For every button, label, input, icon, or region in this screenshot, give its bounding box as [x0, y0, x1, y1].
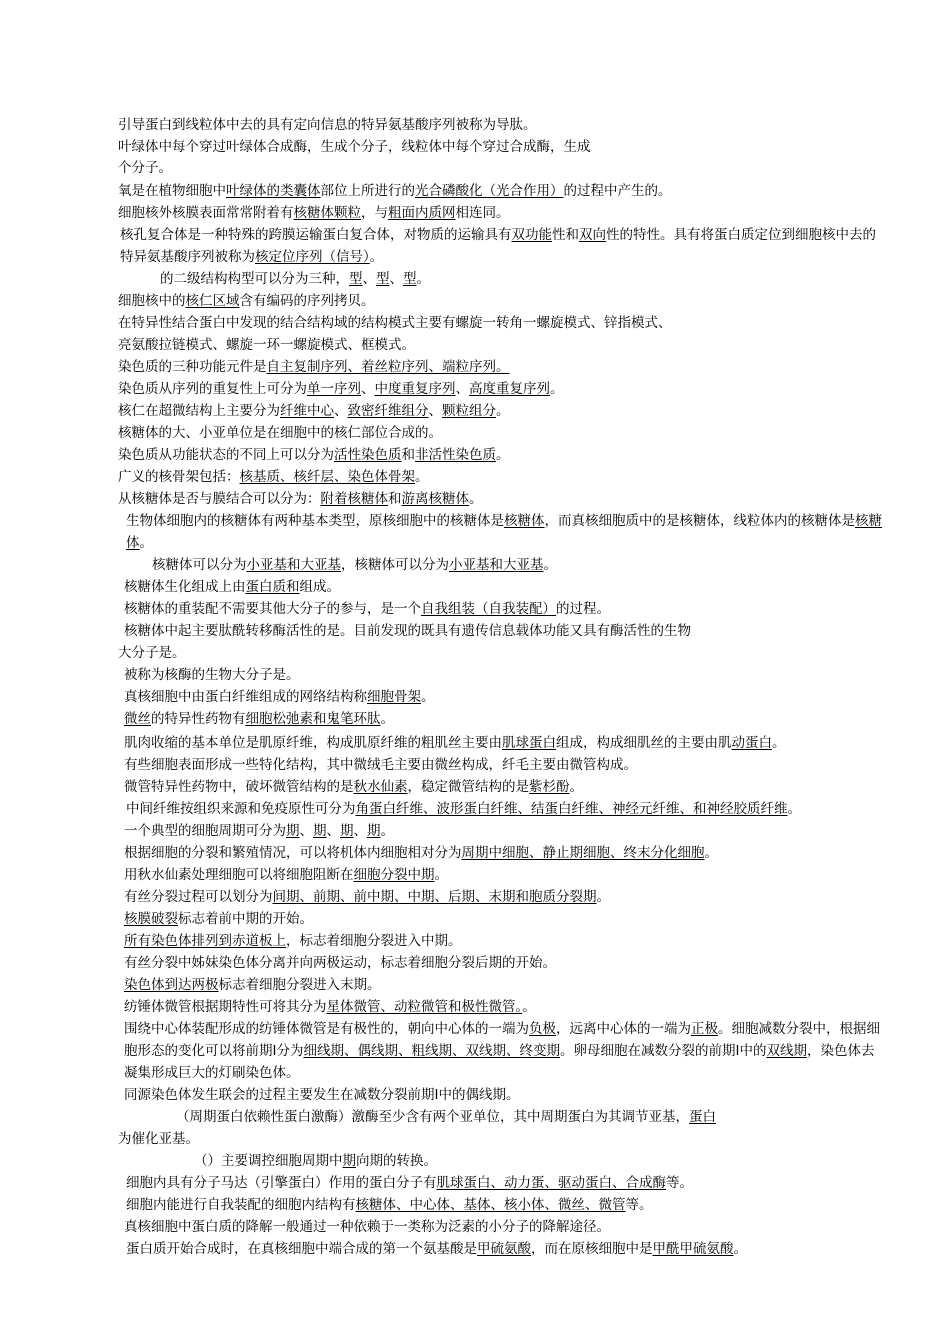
underlined-answer: 核基质、核纤层、染色体骨架: [239, 469, 415, 485]
text-segment: 细胞核外核膜表面常常附着有: [118, 205, 294, 221]
underlined-answer: 非活性染色质: [415, 447, 496, 463]
text-segment: 有些细胞表面形成一些特化结构，其中微绒毛主要由微丝构成，纤毛主要由微管构成。: [124, 757, 637, 773]
text-segment: ，稳定微管结构的是: [407, 779, 529, 795]
text-segment: 细胞内具有分子马达（引擎蛋白）作用的蛋白分子有: [126, 1175, 437, 1191]
text-segment: 、: [334, 403, 348, 419]
underlined-answer: 期: [286, 823, 300, 839]
text-line: [118, 930, 890, 952]
underlined-answer: 单一序列: [307, 381, 361, 397]
text-segment: 细胞内能进行自我装配的细胞内结构有: [126, 1197, 356, 1213]
text-segment: 性和: [552, 227, 579, 243]
underlined-answer: 秋水仙素: [353, 779, 408, 795]
text-segment: 微管特异性药物中，破坏微管结构的是: [124, 779, 354, 795]
text-line: [118, 202, 884, 224]
text-line: [118, 842, 890, 864]
text-line: [118, 400, 884, 422]
text-segment: 。: [434, 867, 448, 883]
underlined-answer: 小亚基和大亚基: [449, 557, 544, 573]
underlined-answer: 核定位序列（信号）: [255, 249, 370, 265]
text-segment: 亮氨酸拉链模式、螺旋一环一螺旋模式、框模式。: [118, 337, 415, 353]
text-segment: 在特异性结合蛋白中发现的结合结构域的结构模式主要有螺旋一转角一螺旋模式、锌指模式、: [118, 315, 672, 331]
underlined-answer: 动蛋白: [731, 735, 772, 751]
underlined-answer: 双向: [579, 227, 606, 243]
text-line: [118, 864, 890, 886]
underlined-answer: 细线期、偶线期、粗线期、双线期、终变期: [303, 1043, 560, 1059]
text-segment: 的过程。: [556, 601, 610, 617]
underlined-answer: 间期、前期、前中期、中期、后期、末期和胞质分裂期: [272, 889, 597, 905]
text-line: [118, 1084, 890, 1106]
text-segment: 、: [326, 823, 340, 839]
text-segment: 。卵母细胞在减数分裂的前期Ⅰ中的: [559, 1043, 767, 1059]
text-line: [118, 1128, 884, 1150]
text-segment: ，远离中心体的一端为: [556, 1021, 691, 1037]
text-segment: 、: [353, 823, 367, 839]
text-line: [118, 1150, 950, 1172]
underlined-answer: 自主复制序列、着丝粒序列、端粒序列。: [266, 359, 510, 375]
text-segment: 真核细胞中由蛋白纤维组成的网络结构称: [124, 689, 367, 705]
text-segment: 、: [428, 403, 442, 419]
text-line: [118, 488, 884, 510]
text-segment: 。: [421, 689, 435, 705]
text-segment: 组成。: [299, 579, 340, 595]
text-segment: 核孔复合体是一种特殊的跨膜运输蛋白复合体，对物质的运输具有: [120, 227, 512, 243]
underlined-answer: 核糖体: [504, 513, 545, 529]
underlined-answer: 期: [342, 1153, 356, 1169]
underlined-answer: 纤维中心: [280, 403, 334, 419]
text-segment: 。: [496, 403, 510, 419]
text-segment: 用秋水仙素处理细胞可以将细胞阻断在: [124, 867, 354, 883]
text-segment: 。细胞减数分裂中，根据细胞形态的变化可以将前期Ⅰ分为: [124, 1021, 880, 1059]
underlined-answer: 双线期: [766, 1043, 807, 1059]
text-segment: 。: [569, 779, 583, 795]
text-segment: 核仁在超微结构上主要分为: [118, 403, 280, 419]
text-line: [118, 776, 890, 798]
text-line: [118, 1106, 942, 1128]
underlined-answer: 角蛋白纤维、波形蛋白纤维、结蛋白纤维、神经元纤维、和神经胶质纤维: [355, 801, 788, 817]
underlined-answer: 核膜破裂: [124, 911, 178, 927]
text-line: [118, 708, 890, 730]
text-segment: 部位上所进行的: [320, 183, 415, 199]
text-segment: ，与: [361, 205, 388, 221]
text-segment: 组成，构成细肌丝的主要由肌: [556, 735, 732, 751]
text-segment: 。: [550, 381, 564, 397]
text-line: [118, 996, 890, 1018]
underlined-answer: 双功能: [511, 227, 552, 243]
underlined-answer: 周期中细胞、静止期细胞、终末分化细胞: [461, 845, 705, 861]
underlined-answer: 细胞骨架: [367, 689, 421, 705]
text-line: [118, 290, 884, 312]
underlined-answer: 型: [376, 271, 390, 287]
text-line: [118, 312, 884, 334]
underlined-answer: 附着核糖体: [320, 491, 388, 507]
underlined-answer: 染色体到达两极: [124, 977, 219, 993]
text-segment: 、: [362, 271, 376, 287]
text-segment: 。: [139, 535, 153, 551]
text-segment: 。: [469, 491, 483, 507]
underlined-answer: 型: [349, 271, 363, 287]
text-segment: 。: [380, 711, 394, 727]
text-line: [118, 952, 890, 974]
text-segment: 真核细胞中蛋白质的降解一般通过一种依赖于一类称为泛素的小分子的降解途径。: [124, 1219, 610, 1235]
underlined-answer: 核仁区域: [185, 293, 240, 309]
text-segment: 围绕中心体装配形成的纺锤体微管是有极性的，朝向中心体的一端为: [124, 1021, 529, 1037]
text-line: [118, 510, 884, 554]
text-line: [118, 1194, 892, 1216]
text-segment: 核糖体的大、小亚单位是在细胞中的核仁部位合成的。: [118, 425, 442, 441]
text-segment: 生物体细胞内的核糖体有两种基本类型，原核细胞中的核糖体是: [126, 513, 504, 529]
text-line: [118, 642, 884, 664]
underlined-answer: 光合磷酸化（光合作用）: [415, 183, 564, 199]
underlined-answer: 负极: [529, 1021, 556, 1037]
text-line: [118, 598, 890, 620]
text-segment: 肌肉收缩的基本单位是肌原纤维，构成肌原纤维的粗肌丝主要由: [124, 735, 502, 751]
underlined-answer: 微丝: [124, 711, 151, 727]
underlined-answer: 蛋白: [689, 1109, 716, 1125]
text-segment: 标志着前中期的开始。: [178, 911, 313, 927]
text-line: [118, 664, 890, 686]
underlined-answer: 期: [367, 823, 381, 839]
text-segment: 叶绿体中每个穿过叶绿体合成酶，生成个分子，线粒体中每个穿过合成酶，生成: [118, 139, 591, 155]
underlined-answer: 高度重复序列: [469, 381, 550, 397]
underlined-answer: 核糖体、中心体、基体、核小体、微丝、微管: [355, 1197, 626, 1213]
text-segment: 从核糖体是否与膜结合可以分为：: [118, 491, 321, 507]
text-line: [118, 886, 890, 908]
text-segment: （周期蛋白依赖性蛋白激酶）激酶至少含有两个亚单位，其中周期蛋白为其调节亚基，: [176, 1109, 689, 1125]
text-line: [118, 378, 884, 400]
text-line: [118, 1172, 892, 1194]
underlined-answer: 中度重复序列: [374, 381, 456, 397]
text-segment: ，而真核细胞质中的是核糖体，线粒体内的核糖体是: [544, 513, 855, 529]
text-line: [118, 1018, 884, 1084]
underlined-answer: 颗粒组分: [442, 403, 496, 419]
text-line: [118, 422, 884, 444]
underlined-answer: 核糖体: [126, 513, 882, 551]
underlined-answer: 细胞分裂中期: [353, 867, 435, 883]
text-segment: 一个典型的细胞周期可分为: [124, 823, 286, 839]
text-line: [118, 136, 884, 158]
text-line: [118, 114, 884, 136]
text-segment: 、: [389, 271, 403, 287]
underlined-answer: 甲硫氨酸: [477, 1241, 531, 1257]
underlined-answer: 所有染色体排列到赤道板上: [124, 933, 286, 949]
text-line: [118, 1216, 890, 1238]
text-line: [118, 180, 884, 202]
underlined-answer: 细胞松弛素和鬼笔环肽: [245, 711, 381, 727]
text-segment: 。: [496, 447, 510, 463]
text-line: [118, 157, 884, 179]
text-line: [118, 620, 890, 642]
text-line: [118, 554, 918, 576]
text-segment: 。: [733, 1241, 747, 1257]
text-segment: 。: [369, 249, 384, 265]
underlined-answer: 期: [340, 823, 354, 839]
text-line: [118, 1238, 892, 1260]
text-line: [118, 908, 890, 930]
underlined-answer: 肌球蛋白: [502, 735, 556, 751]
text-line: [118, 974, 890, 996]
text-segment: 、: [361, 381, 375, 397]
text-line: [118, 686, 890, 708]
text-line: [118, 576, 890, 598]
text-line: [118, 732, 890, 754]
text-segment: ，而在原核细胞中是: [531, 1241, 653, 1257]
text-segment: 有丝分裂过程可以划分为: [124, 889, 273, 905]
underlined-answer: 活性染色质: [334, 447, 402, 463]
text-segment: 个分子。: [118, 160, 172, 176]
text-segment: 。: [596, 889, 610, 905]
text-segment: 等。: [625, 1197, 653, 1213]
text-segment: 核糖体中起主要肽酰转移酶活性的是。目前发现的既具有遗传信息载体功能又具有酶活性的生物: [124, 623, 691, 639]
text-segment: 中间纤维按组织来源和免疫原性可分为: [126, 801, 356, 817]
text-segment: 相连同。: [455, 205, 510, 221]
text-segment: 向期的转换。: [356, 1153, 437, 1169]
text-segment: 的特异性药物有: [151, 711, 246, 727]
text-segment: 核糖体的重装配不需要其他大分子的参与，是一个: [124, 601, 421, 617]
underlined-answer: 小亚基和大亚基: [246, 557, 341, 573]
text-segment: 性的特性。具有将蛋白质定位到细胞核中去的特异氨基酸序列被称为: [120, 227, 876, 265]
text-segment: 和: [401, 447, 415, 463]
text-line: [118, 444, 884, 466]
text-segment: 被称为核酶的生物大分子是。: [124, 667, 300, 683]
text-line: [118, 224, 884, 268]
text-segment: 核糖体可以分为: [152, 557, 247, 573]
text-segment: 的二级结构构型可以分为三种，: [160, 271, 349, 287]
text-segment: 的过程中产生的。: [563, 183, 672, 199]
text-segment: 引导蛋白到线粒体中去的具有定向信息的特异氨基酸序列被称为导肽。: [118, 117, 537, 133]
text-segment: 染色质从序列的重复性上可分为: [118, 381, 307, 397]
text-segment: 有丝分裂中姊妹染色体分离并向两极运动，标志着细胞分裂后期的开始。: [124, 955, 556, 971]
text-segment: 。: [787, 801, 801, 817]
text-segment: 标志着细胞分裂进入末期。: [218, 977, 381, 993]
underlined-answer: 自我组装（自我装配）: [421, 601, 556, 617]
underlined-answer: 期: [313, 823, 327, 839]
text-segment: 。: [415, 469, 429, 485]
text-segment: ，核糖体可以分为: [341, 557, 449, 573]
text-segment: 为催化亚基。: [118, 1131, 199, 1147]
text-line: [118, 356, 884, 378]
text-segment: 。: [543, 557, 557, 573]
text-segment: 根据细胞的分裂和繁殖情况，可以将机体内细胞相对分为: [124, 845, 462, 861]
underlined-answer: 星体微管、动粒微管和极性微管。: [326, 999, 523, 1015]
text-segment: 。: [704, 845, 718, 861]
text-segment: 。: [380, 823, 394, 839]
text-segment: 大分子是。: [118, 645, 186, 661]
text-segment: 染色质的三种功能元件是: [118, 359, 267, 375]
text-segment: 染色质从功能状态的不同上可以分为: [118, 447, 334, 463]
text-line: [118, 798, 892, 820]
text-segment: 蛋白质开始合成时，在真核细胞中端合成的第一个氨基酸是: [126, 1241, 477, 1257]
text-segment: 含有编码的序列拷贝。: [239, 293, 375, 309]
underlined-answer: 肌球蛋白、动力蛋、驱动蛋白、合成酶: [436, 1175, 666, 1191]
underlined-answer: 致密纤维组分: [347, 403, 429, 419]
text-segment: 、: [299, 823, 313, 839]
text-segment: ，染色体去凝集形成巨大的灯刷染色体。: [124, 1043, 875, 1081]
text-segment: 同源染色体发生联会的过程主要发生在减数分裂前期Ⅰ中的偶线期。: [124, 1087, 520, 1103]
underlined-answer: 蛋白质和: [245, 579, 300, 595]
underlined-answer: 核糖体颗粒: [293, 205, 361, 221]
text-segment: 纺锤体微管根据期特性可将其分为: [124, 999, 327, 1015]
text-segment: 。: [416, 271, 430, 287]
text-segment: 细胞核中的: [118, 293, 186, 309]
text-line: [118, 466, 884, 488]
text-segment: 等。: [666, 1175, 693, 1191]
text-segment: ，标志着细胞分裂进入中期。: [286, 933, 462, 949]
underlined-answer: 粗面内质网: [388, 205, 456, 221]
text-segment: 、: [455, 381, 469, 397]
underlined-answer: 型: [403, 271, 417, 287]
underlined-answer: 甲酰甲硫氨酸: [652, 1241, 734, 1257]
underlined-answer: 紫杉酚: [529, 779, 570, 795]
text-line: [118, 268, 926, 290]
text-segment: 广义的核骨架包括：: [118, 469, 240, 485]
text-line: [118, 334, 884, 356]
text-segment: 氧是在植物细胞中: [118, 183, 226, 199]
text-segment: 核糖体生化组成上由: [124, 579, 246, 595]
underlined-answer: 游离核糖体: [401, 491, 469, 507]
text-segment: 。: [772, 735, 786, 751]
text-segment: （）主要调控细胞周期中: [194, 1153, 343, 1169]
text-segment: 。: [522, 999, 536, 1015]
underlined-answer: 叶绿体的类囊体: [226, 183, 321, 199]
text-line: [118, 754, 890, 776]
text-segment: 和: [388, 491, 402, 507]
underlined-answer: 正极: [691, 1021, 718, 1037]
text-line: [118, 820, 890, 842]
